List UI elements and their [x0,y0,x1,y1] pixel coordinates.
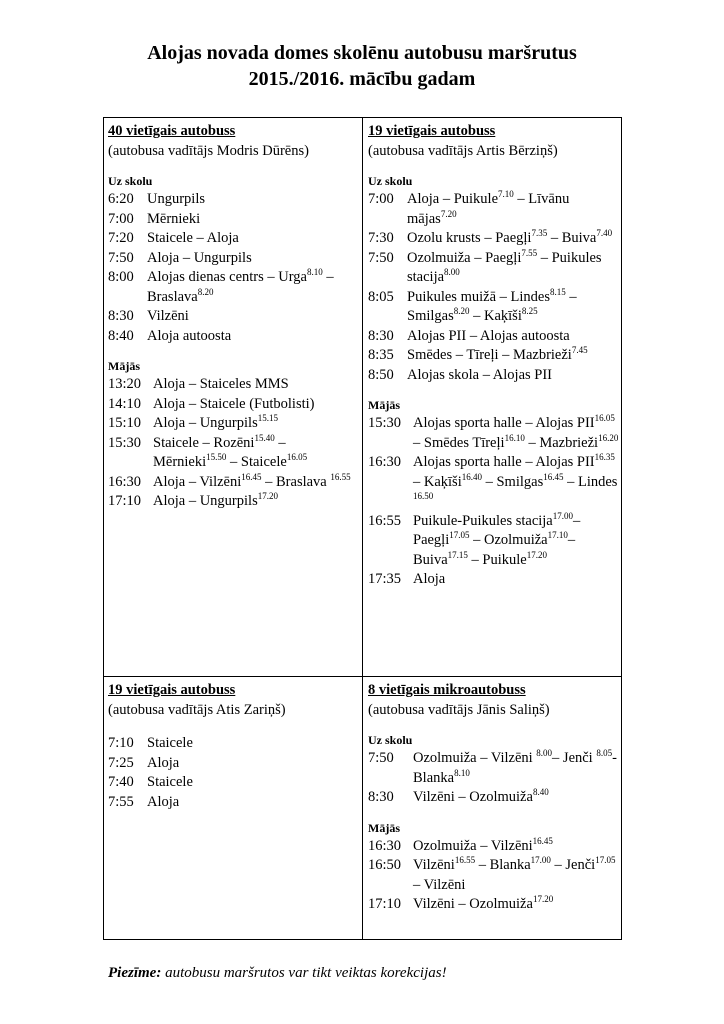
schedule-entry [108,307,358,327]
departure-time: 17:10 [368,896,402,912]
entry-list [368,414,620,590]
route-stops: Aloja – Puikule$^{7.10}$ – Līvānu mājas$^{7.20}$ [407,189,570,227]
departure-time: 7:50 [108,249,134,266]
schedule-entry [368,414,620,453]
note-text: autobusu maršrutos var tikt veiktas korekcijas! [161,965,447,981]
schedule-entry [368,895,620,915]
departure-time: 15:30 [108,434,142,451]
route-stops: Alojas PII – Alojas autoosta [407,327,570,344]
entry-list [368,837,620,915]
route-stops: Vilzēni – Ozolmuiža$^{8.40}$ [413,787,549,805]
departure-time: 14:10 [108,395,142,412]
section-to-school: Uz skolu [108,174,153,188]
schedule-entry [108,434,358,473]
route-stops: Aloja – Staiceles MMS [153,376,289,392]
route-stops: Staicele [147,735,193,751]
route-stops: Vilzēni [147,308,189,324]
schedule-entry [108,793,358,813]
route-stops: Mērnieki [147,210,201,227]
departure-time: 7:20 [108,230,134,246]
bus-cell-1 [108,122,358,512]
footer-note [108,965,447,982]
schedule-entry [368,837,620,857]
departure-time: 8:30 [108,308,134,324]
route-stops: Ozolmuiža – Paegļi$^{7.55}$ – Puikules stacija$^{8.00}$ [407,247,602,285]
route-stops: Ozolmuiža – Vilzēni $^{8.00}$– Jenči $^{8.05}$- Blanka$^{8.10}$ [413,748,617,786]
schedule-entry [368,327,620,347]
title-line-2: 2015./2016. mācību gadam [248,68,476,90]
route-stops: Vilzēni – Ozolmuiža$^{17.20}$ [413,894,554,912]
departure-time: 8:40 [108,327,134,344]
departure-time: 8:50 [368,366,394,383]
route-stops: Puikules muižā – Lindes$^{8.15}$ – Smilgas$^{8.20}$ – Kaķīši$^{8.25}$ [407,286,577,324]
route-stops: Vilzēni$^{16.55}$ – Blanka$^{17.00}$ – Jenči$^{17.05}$ – Vilzēni [413,855,616,893]
bus-title: 8 vietīgais mikroautobuss [368,682,526,698]
schedule-entry [368,512,620,571]
departure-time: 16:55 [368,512,402,529]
bus-driver: (autobusa vadītājs Artis Bērziņš) [368,142,558,159]
bus-title: 19 vietīgais autobuss [108,682,236,698]
departure-time: 7:50 [368,249,394,266]
route-stops: Aloja – Vilzēni$^{16.45}$ – Braslava $^{16.55}$ [153,471,351,490]
bus-driver: (autobusa vadītājs Atis Zariņš) [108,701,286,718]
route-stops: Aloja – Ungurpils$^{17.20}$ [153,491,278,509]
schedule-entry [368,229,620,249]
route-stops: Alojas sporta halle – Alojas $PII^{16.35}$ – Kaķīši$^{16.40}$ – Smilgas$^{16.45}$ – Lindes $^{16.50}$ [413,452,618,502]
route-stops: Staicele – Rozēni$^{15.40}$ – Mērnieki$^{15.50}$ – Staicele$^{16.05}$ [153,432,308,470]
section-to-school: Uz skolu [368,174,413,188]
schedule-entry [368,190,620,229]
route-stops: Aloja – Ungurpils$^{15.15}$ [153,413,278,431]
schedule-entry [108,395,358,415]
departure-time: 7:10 [108,735,134,751]
schedule-entry [368,788,620,808]
departure-time: 15:10 [108,415,142,431]
schedule-entry [108,492,358,512]
departure-time: 13:20 [108,376,142,392]
schedule-entry [108,210,358,230]
bus-title: 40 vietīgais autobuss [108,123,236,139]
schedule-entry [108,375,358,395]
entry-list [368,190,620,385]
schedule-entry [108,414,358,434]
column-divider [362,118,363,939]
route-stops: Smēdes – Tīreļi – Mazbrieži$^{7.45}$ [407,345,588,363]
route-stops: Aloja – Staicele (Futbolisti) [153,395,315,412]
schedule-entry [368,856,620,895]
entry-list [108,190,358,346]
route-stops: Aloja – Ungurpils [147,249,252,266]
schedule-entry [368,249,620,288]
bus-cell-3 [108,681,358,812]
schedule-entry [108,249,358,269]
route-stops: Alojas dienas centrs – Urga$^{8.10}$ –Braslava$^{8.20}$ [147,267,334,305]
entry-list [108,734,358,812]
schedule-entry [368,749,620,788]
route-stops: Alojas sporta halle – Alojas $PII^{16.05}$ – Smēdes Tīreļi$^{16.10}$ – Mazbrieži$^{16.20}$ [413,413,619,451]
entry-list [368,749,620,808]
departure-time: 17:35 [368,571,402,587]
route-stops: Puikule-Puikules stacija$^{17.00}$– Paegļi$^{17.05}$ – Ozolmuiža$^{17.10}$– Buiva$^{17.15}$ – Puikule$^{17.20}$ [413,510,581,568]
schedule-entry [108,327,358,347]
row-divider [104,676,621,677]
departure-time: 16:50 [368,857,402,873]
schedule-entry [108,754,358,774]
departure-time: 16:30 [108,473,142,490]
schedule-entry [368,453,620,512]
schedule-entry [108,473,358,493]
schedule-entry [368,570,620,590]
departure-time: 8:00 [108,269,134,285]
departure-time: 6:20 [108,191,134,207]
schedule-entry [368,288,620,327]
entry-list [108,375,358,512]
departure-time: 7:25 [108,754,134,771]
route-stops: Aloja autoosta [147,327,232,344]
schedule-entry [108,734,358,754]
route-stops: Ozolmuiža – Vilzēni$^{16.45}$ [413,835,553,854]
route-stops: Staicele [147,774,193,790]
section-home: Mājās [368,820,400,835]
departure-time: 16:30 [368,454,402,470]
schedule-entry [368,346,620,366]
schedule-entry [108,190,358,210]
departure-time: 7:00 [108,210,134,227]
route-stops: Ozolu krusts – Paegļi$^{7.35}$ – Buiva$^{7.40}$ [407,228,613,246]
route-stops: Aloja [147,754,180,771]
section-to-school: Uz skolu [368,733,413,747]
route-stops: Alojas skola – Alojas PII [407,366,552,383]
departure-time: 8:30 [368,327,394,344]
bus-cell-4 [368,681,620,915]
schedule-entry [108,229,358,249]
departure-time: 8:35 [368,347,394,363]
schedule-entry [108,773,358,793]
departure-time: 7:50 [368,750,394,766]
note-label: Piezīme: [108,965,162,981]
departure-time: 7:55 [108,793,134,810]
departure-time: 17:10 [108,493,142,509]
route-stops: Staicele – Aloja [147,230,239,246]
title-line-1: Alojas novada domes skolēnu autobusu maršrutus [147,42,577,64]
section-home: Mājās [368,398,400,412]
departure-time: 7:40 [108,774,134,790]
bus-driver: (autobusa vadītājs Modris Dūrēns) [108,142,309,159]
schedule-entry [108,268,358,307]
departure-time: 7:30 [368,230,394,246]
departure-time: 15:30 [368,415,402,431]
route-stops: Aloja [413,571,446,587]
schedule-entry [368,366,620,386]
schedule-table [103,117,622,940]
bus-cell-2 [368,122,620,590]
bus-title: 19 vietīgais autobuss [368,123,496,139]
departure-time: 8:30 [368,789,394,805]
route-stops: Ungurpils [147,191,205,207]
section-home: Mājās [108,359,140,373]
departure-time: 16:30 [368,837,402,854]
bus-driver: (autobusa vadītājs Jānis Saliņš) [368,701,550,718]
route-stops: Aloja [147,793,180,810]
departure-time: 7:00 [368,191,394,207]
departure-time: 8:05 [368,288,394,305]
document-title [0,40,724,92]
